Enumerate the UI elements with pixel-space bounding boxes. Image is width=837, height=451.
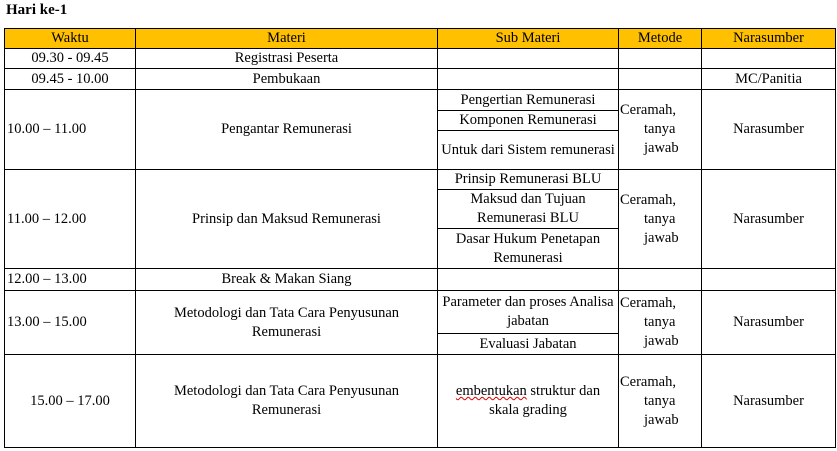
day-title: Hari ke-1 [6,2,68,18]
sub-cell: Komponen Remunerasi [438,111,619,131]
header-row [5,29,836,49]
table-row [5,69,836,90]
materi-cell: Metodologi dan Tata Cara Penyusunan Remunerasi [136,355,438,448]
materi-cell: Pembukaan [136,69,438,90]
metode-line: Ceramah, [620,295,676,311]
waktu-cell: 13.00 – 15.00 [5,291,136,355]
header-sub-materi: Sub Materi [438,29,619,49]
waktu-cell: 10.00 – 11.00 [5,90,136,170]
metode-line: jawab [644,411,679,428]
sub-cell: Maksud dan Tujuan Remunerasi BLU [438,190,619,229]
narasumber-cell [702,49,836,69]
table-row [5,90,836,111]
misspelled-word[interactable]: embentukan [455,383,527,399]
header-materi: Materi [136,29,438,49]
sub-cell: Evaluasi Jabatan [438,334,619,355]
materi-cell: Pengantar Remunerasi [136,90,438,170]
sub-cell [438,355,619,448]
waktu-cell: 15.00 – 17.00 [5,355,136,448]
narasumber-cell: Narasumber [702,170,836,269]
metode-cell [619,69,702,90]
metode-line: Ceramah, [620,102,676,118]
metode-line: tanya [644,314,676,330]
waktu-cell: 12.00 – 13.00 [5,269,136,291]
sub-cell: Prinsip Remunerasi BLU [438,170,619,190]
narasumber-cell: MC/Panitia [702,69,836,90]
metode-line: jawab [644,140,679,156]
metode-cell [619,291,702,355]
sub-cell: Pengertian Remunerasi [438,90,619,111]
metode-line: tanya [644,121,676,137]
table-row [5,355,836,448]
table-row [5,291,836,334]
sub-cell: Dasar Hukum Penetapan Remunerasi [438,229,619,269]
narasumber-cell: Narasumber [702,90,836,170]
narasumber-cell [702,269,836,291]
metode-line: jawab [644,229,679,246]
table-row [5,49,836,69]
header-narasumber: Narasumber [702,29,836,49]
sub-cell [438,49,619,69]
narasumber-cell: Narasumber [702,355,836,448]
header-waktu: Waktu [5,29,136,49]
table-row [5,269,836,291]
schedule-table [4,28,836,448]
sub-cell [438,269,619,291]
materi-cell: Prinsip dan Maksud Remunerasi [136,170,438,269]
metode-cell [619,355,702,448]
sub-cell [438,69,619,90]
waktu-cell: 09.30 - 09.45 [5,49,136,69]
metode-line: Ceramah, [620,373,676,390]
metode-cell [619,49,702,69]
metode-line: tanya [644,210,676,227]
waktu-cell: 09.45 - 10.00 [5,69,136,90]
sub-cell: Untuk dari Sistem remunerasi [438,131,619,170]
narasumber-cell: Narasumber [702,291,836,355]
metode-line: Ceramah, [620,191,676,208]
metode-line: jawab [644,333,679,349]
metode-line: tanya [644,392,676,409]
materi-cell: Registrasi Peserta [136,49,438,69]
sub-cell: Parameter dan proses Analisa jabatan [438,291,619,334]
table-row [5,170,836,190]
metode-cell [619,269,702,291]
materi-cell: Break & Makan Siang [136,269,438,291]
metode-cell [619,170,702,269]
header-metode: Metode [619,29,702,49]
sub-text: struktur dan skala grading [489,383,601,418]
metode-cell [619,90,702,170]
waktu-cell: 11.00 – 12.00 [5,170,136,269]
materi-cell: Metodologi dan Tata Cara Penyusunan Remunerasi [136,291,438,355]
